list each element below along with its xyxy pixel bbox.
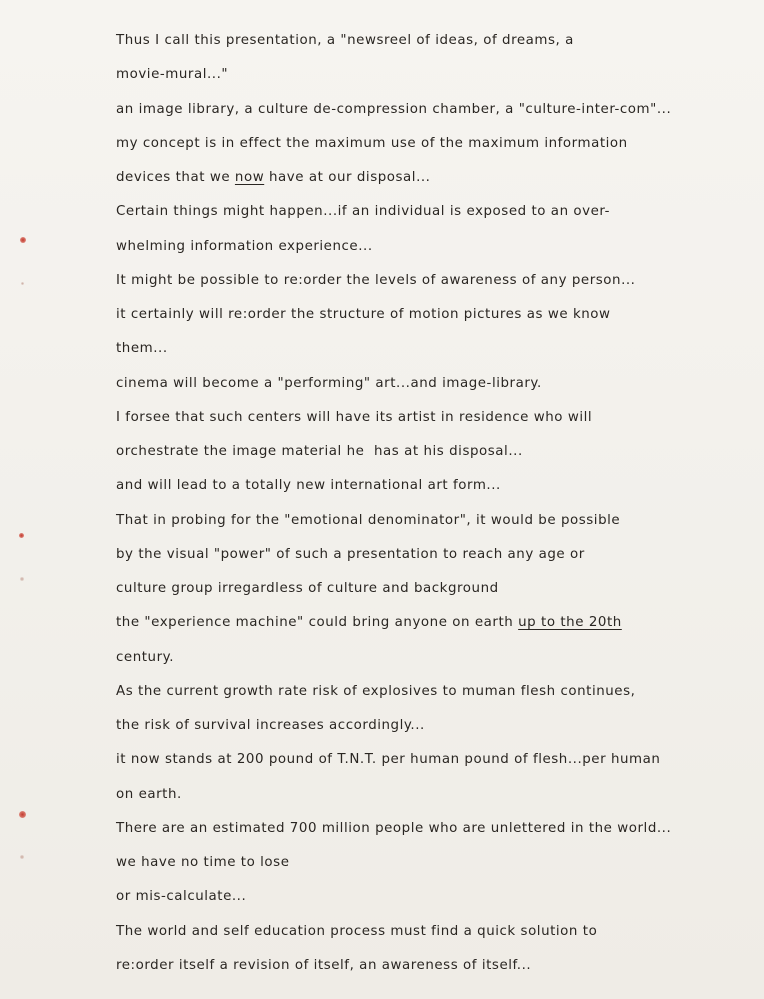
text-line: That in probing for the "emotional denominator", it would be possible <box>116 512 621 528</box>
text-line: I forsee that such centers will have its artist in residence who will <box>116 409 593 425</box>
text-line: by the visual "power" of such a presentation to reach any age or <box>116 546 585 562</box>
text-segment: the "experience machine" could bring anyone on earth <box>116 615 519 631</box>
text-line: orchestrate the image material he has at his disposal... <box>116 444 523 459</box>
text-line: it certainly will re:order the structure of motion pictures as we know <box>116 307 611 322</box>
text-line: culture group irregardless of culture and background <box>116 581 499 596</box>
text-line: The world and self education process must find a quick solution to <box>116 923 598 939</box>
text-line <box>116 161 716 195</box>
margin-dot <box>20 237 26 243</box>
margin-dot <box>21 282 24 285</box>
underlined-phrase: up to the 20th <box>518 615 622 631</box>
text-line: and will lead to a totally new international art form... <box>116 478 501 494</box>
text-line: it now stands at 200 pound of T.N.T. per human pound of flesh...per human <box>116 752 661 768</box>
text-line: the risk of survival increases accordingly... <box>116 718 425 733</box>
text-line: on earth. <box>116 786 182 802</box>
text-segment: have at our disposal... <box>264 170 431 185</box>
text-line: my concept is in effect the maximum use of the maximum information <box>116 135 628 151</box>
text-line: As the current growth rate risk of explosives to muman flesh continues, <box>116 683 636 699</box>
underlined-word: now <box>234 170 265 185</box>
text-line: or mis-calculate... <box>116 889 247 905</box>
text-line: we have no time to lose <box>116 855 290 870</box>
text-line: century. <box>116 649 175 665</box>
text-line: cinema will become a "performing" art...and image-library. <box>116 375 542 391</box>
text-line: It might be possible to re:order the levels of awareness of any person... <box>116 272 636 288</box>
text-line: them... <box>116 341 168 357</box>
text-line: There are an estimated 700 million people who are unlettered in the world... <box>116 820 672 836</box>
margin-dot <box>19 533 24 538</box>
text-line: Certain things might happen...if an individual is exposed to an over- <box>116 204 610 220</box>
margin-dot <box>19 811 26 818</box>
margin-dot <box>20 855 24 859</box>
margin-dot <box>20 577 24 581</box>
text-line: re:order itself a revision of itself, an awareness of itself... <box>116 957 532 973</box>
text-line: an image library, a culture de-compression chamber, a "culture-inter-com"... <box>116 101 672 117</box>
text-line: Thus I call this presentation, a "newsreel of ideas, of dreams, a <box>116 33 574 48</box>
text-line <box>116 606 716 640</box>
text-line: movie-mural..." <box>116 67 229 83</box>
text-line: whelming information experience... <box>116 238 373 254</box>
body-text <box>116 24 716 983</box>
text-segment: devices that we <box>116 170 235 185</box>
